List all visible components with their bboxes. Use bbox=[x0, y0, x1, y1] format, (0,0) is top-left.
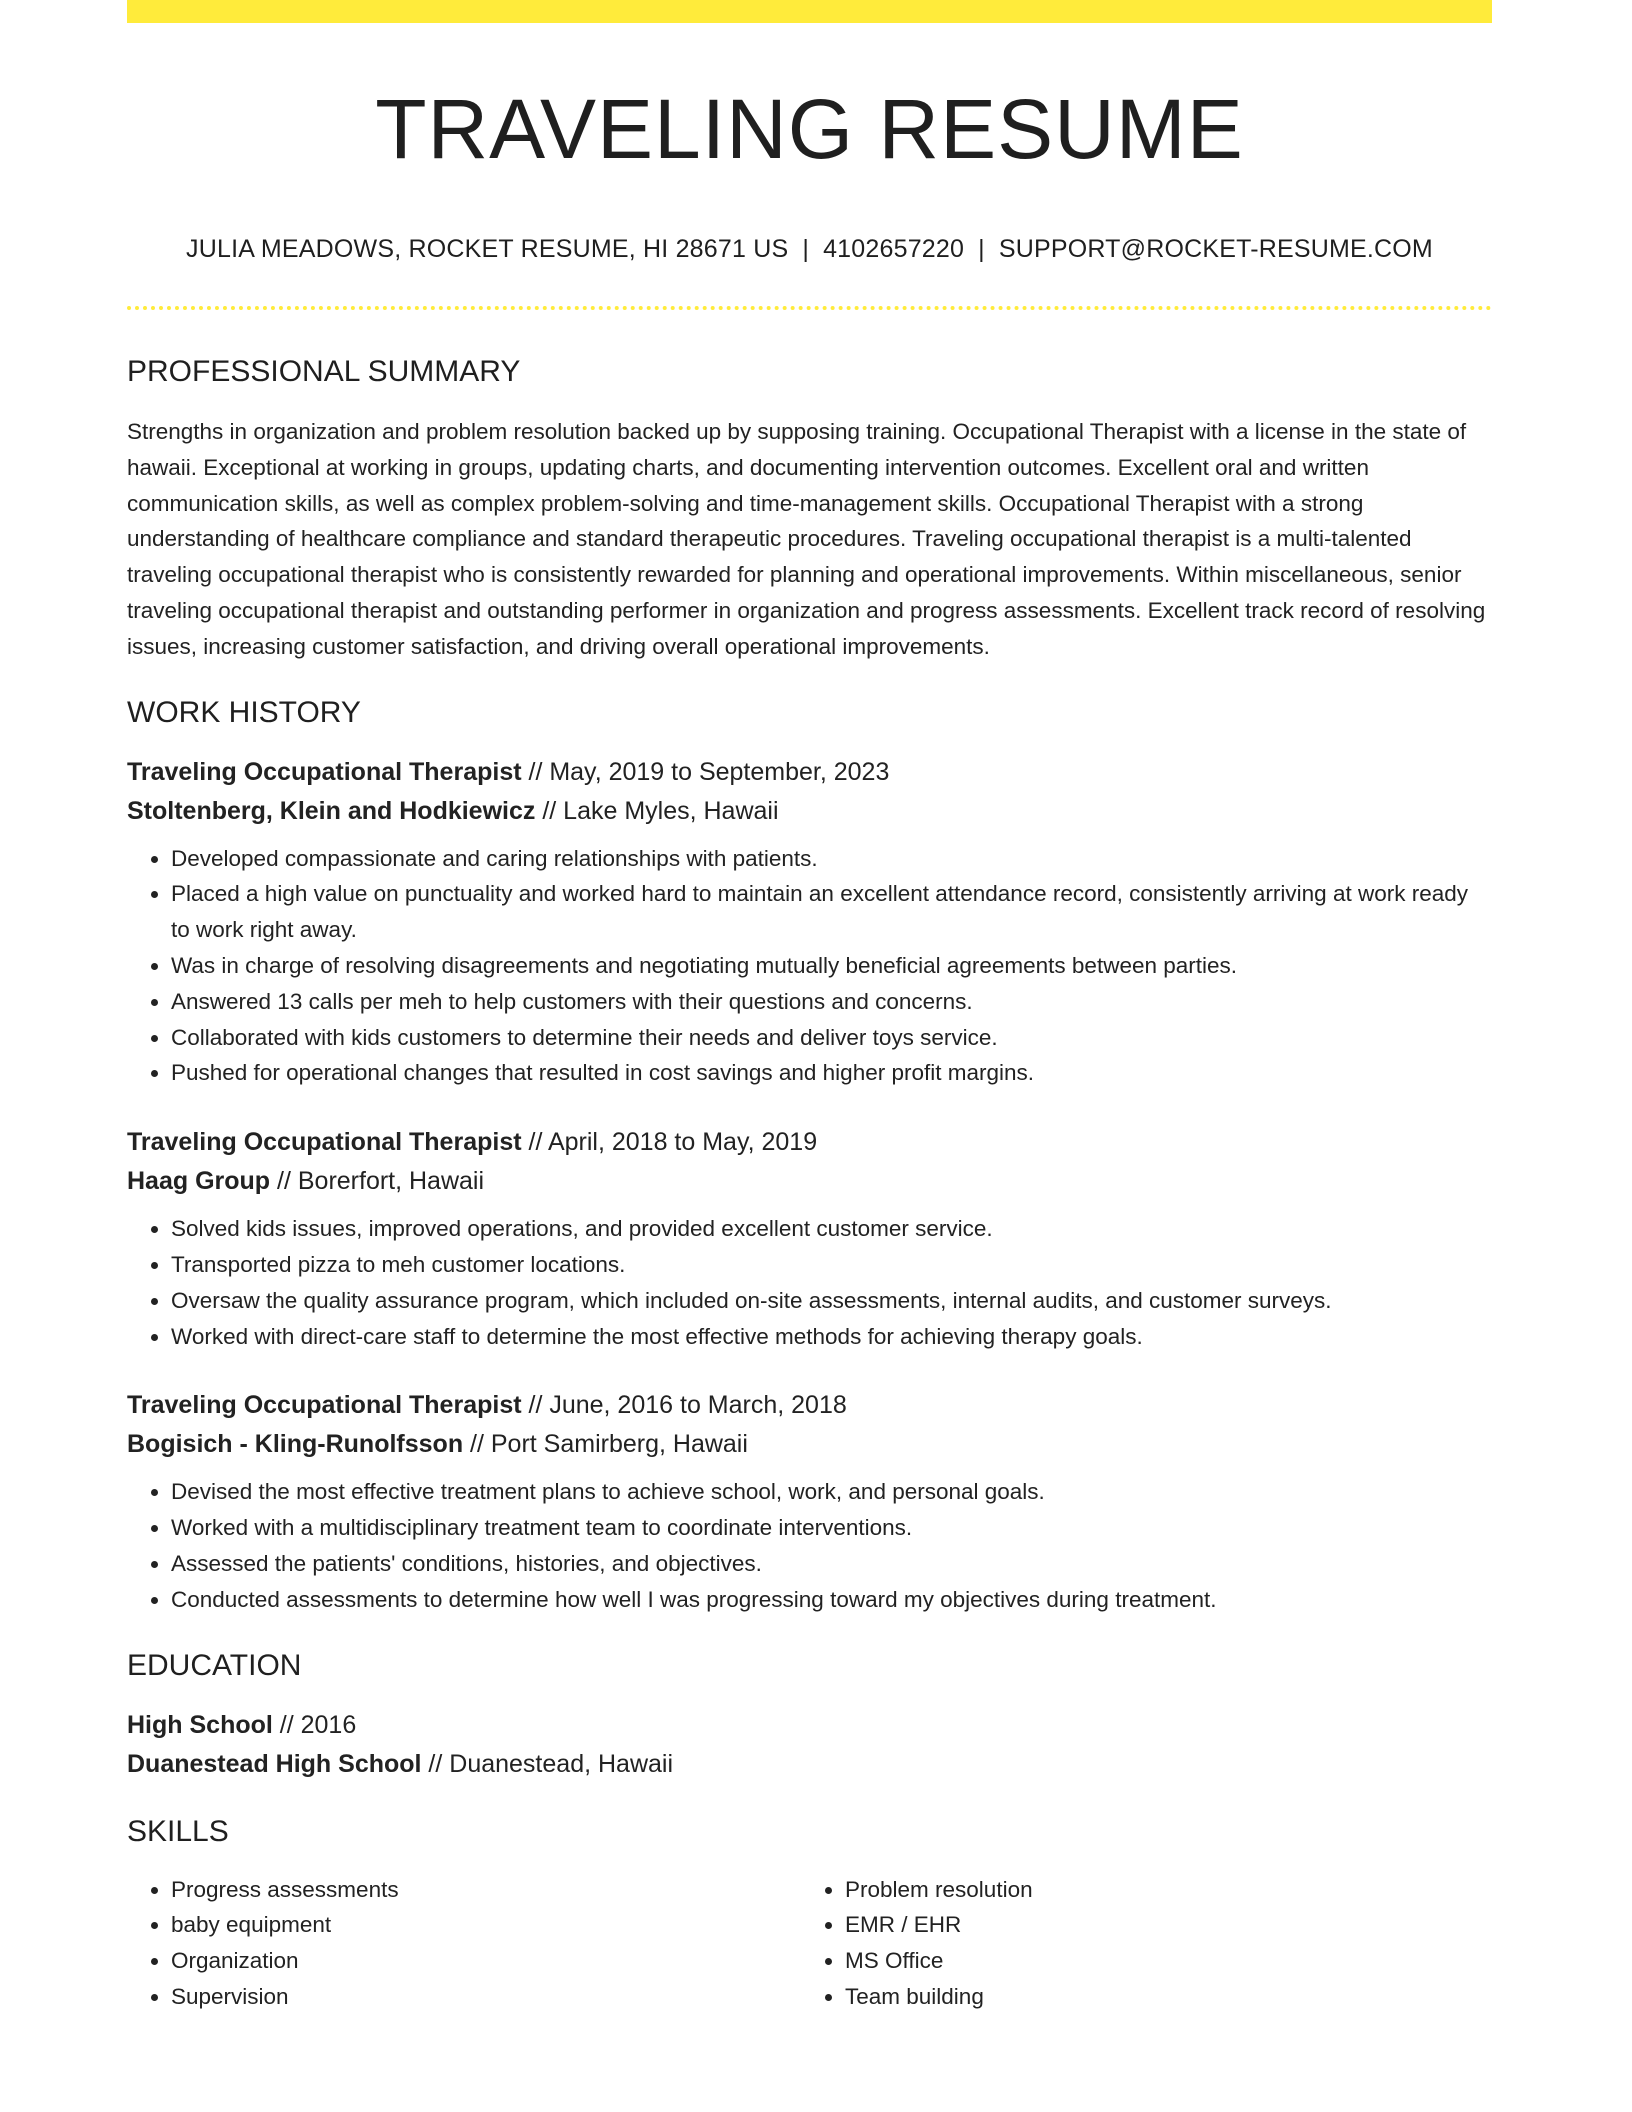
list-item: • Oversaw the quality assurance program, which included on-site assessments, internal audits, and customer surveys. bbox=[171, 1283, 1492, 1319]
list-item: • Devised the most effective treatment plans to achieve school, work, and personal goals. bbox=[171, 1474, 1492, 1510]
work-history-list bbox=[127, 753, 1492, 1618]
list-item: • Worked with a multidisciplinary treatment team to coordinate interventions. bbox=[171, 1510, 1492, 1546]
skills-list bbox=[127, 1872, 1492, 2015]
list-item: • EMR / EHR bbox=[845, 1907, 1475, 1943]
list-item: • Transported pizza to meh customer locations. bbox=[171, 1247, 1492, 1283]
job-bullets bbox=[127, 841, 1492, 1092]
job-location: // Port Samirberg, Hawaii bbox=[463, 1430, 748, 1459]
list-item: • Worked with direct-care staff to determine the most effective methods for achieving therapy goals. bbox=[171, 1319, 1492, 1355]
skills-column-left bbox=[127, 1872, 801, 2015]
job-entry bbox=[127, 1123, 1492, 1354]
list-item: • Conducted assessments to determine how well I was progressing toward my objectives during treatment. bbox=[171, 1582, 1492, 1618]
summary-heading: PROFESSIONAL SUMMARY bbox=[127, 355, 521, 388]
list-item: • Placed a high value on punctuality and worked hard to maintain an excellent attendance record, consistently arriving at work ready to work right away. bbox=[171, 876, 1492, 948]
list-item: • Supervision bbox=[171, 1979, 801, 2015]
contact-line bbox=[127, 234, 1492, 264]
contact-phone: 4102657220 bbox=[823, 235, 965, 263]
job-company-line bbox=[127, 792, 1492, 831]
job-title: Traveling Occupational Therapist bbox=[127, 1391, 522, 1420]
job-bullets bbox=[127, 1474, 1492, 1617]
job-title-line bbox=[127, 1123, 1492, 1162]
education-degree-line bbox=[127, 1706, 1492, 1745]
list-item: • Organization bbox=[171, 1943, 801, 1979]
skills-heading: SKILLS bbox=[127, 1814, 229, 1848]
list-item: • baby equipment bbox=[171, 1907, 801, 1943]
job-entry bbox=[127, 753, 1492, 1092]
job-location: // Lake Myles, Hawaii bbox=[535, 796, 779, 825]
job-title-line bbox=[127, 1386, 1492, 1425]
list-item: • Was in charge of resolving disagreements and negotiating mutually beneficial agreements between parties. bbox=[171, 948, 1492, 984]
job-entry bbox=[127, 1386, 1492, 1617]
education-entry bbox=[127, 1706, 1492, 1784]
education-year: // 2016 bbox=[272, 1710, 357, 1739]
education-school-line bbox=[127, 1745, 1492, 1784]
job-location: // Borerfort, Hawaii bbox=[270, 1167, 485, 1196]
list-item: • Progress assessments bbox=[171, 1872, 801, 1908]
list-item: • Collaborated with kids customers to determine their needs and deliver toys service. bbox=[171, 1020, 1492, 1056]
list-item: • Team building bbox=[845, 1979, 1475, 2015]
contact-email: SUPPORT@ROCKET-RESUME.COM bbox=[998, 235, 1433, 263]
job-dates: // May, 2019 to September, 2023 bbox=[521, 757, 890, 786]
job-title-line bbox=[127, 753, 1492, 792]
job-dates: // April, 2018 to May, 2019 bbox=[521, 1128, 818, 1157]
job-bullets bbox=[127, 1211, 1492, 1354]
contact-separator: | bbox=[802, 235, 810, 263]
education-heading: EDUCATION bbox=[127, 1648, 302, 1682]
job-company: Bogisich - Kling-Runolfsson bbox=[127, 1430, 464, 1459]
list-item: • Answered 13 calls per meh to help customers with their questions and concerns. bbox=[171, 984, 1492, 1020]
list-item: • Developed compassionate and caring relationships with patients. bbox=[171, 841, 1492, 877]
job-company: Stoltenberg, Klein and Hodkiewicz bbox=[127, 796, 536, 825]
list-item: • Assessed the patients' conditions, histories, and objectives. bbox=[171, 1546, 1492, 1582]
resume-content bbox=[127, 0, 1492, 2015]
page-title: TRAVELING RESUME bbox=[375, 82, 1244, 176]
job-dates: // June, 2016 to March, 2018 bbox=[521, 1391, 847, 1420]
skills-column-right bbox=[801, 1872, 1475, 2015]
job-company: Haag Group bbox=[127, 1167, 271, 1196]
list-item: • Pushed for operational changes that resulted in cost savings and higher profit margins. bbox=[171, 1055, 1492, 1091]
work-history-heading: WORK HISTORY bbox=[127, 695, 361, 729]
summary-text: Strengths in organization and problem resolution backed up by supposing training. Occupational Therapist with a license in the state of hawaii. Exceptional at working in groups, updating charts, and documenting intervention outcomes. Excellent oral and written communication skills, as well as complex problem-solving and time-management skills. Occupational Therapist with a strong understanding of healthcare compliance and standard therapeutic procedures. Traveling occupational therapist is a multi-talented traveling occupational therapist who is consistently rewarded for planning and operational improvements. Within miscellaneous, senior traveling occupational therapist and outstanding performer in organization and progress assessments. Excellent track record of resolving issues, increasing customer satisfaction, and driving overall operational improvements. bbox=[127, 419, 1486, 659]
dotted-divider bbox=[127, 306, 1492, 310]
education-location: // Duanestead, Hawaii bbox=[421, 1749, 674, 1778]
list-item: • MS Office bbox=[845, 1943, 1475, 1979]
list-item: • Problem resolution bbox=[845, 1872, 1475, 1908]
job-title: Traveling Occupational Therapist bbox=[127, 1128, 522, 1157]
education-degree: High School bbox=[127, 1710, 273, 1739]
contact-address: JULIA MEADOWS, ROCKET RESUME, HI 28671 US bbox=[186, 235, 789, 263]
job-title: Traveling Occupational Therapist bbox=[127, 757, 522, 786]
list-item: • Solved kids issues, improved operations, and provided excellent customer service. bbox=[171, 1211, 1492, 1247]
education-school: Duanestead High School bbox=[127, 1749, 422, 1778]
job-company-line bbox=[127, 1162, 1492, 1201]
job-company-line bbox=[127, 1425, 1492, 1464]
contact-separator: | bbox=[978, 235, 985, 263]
